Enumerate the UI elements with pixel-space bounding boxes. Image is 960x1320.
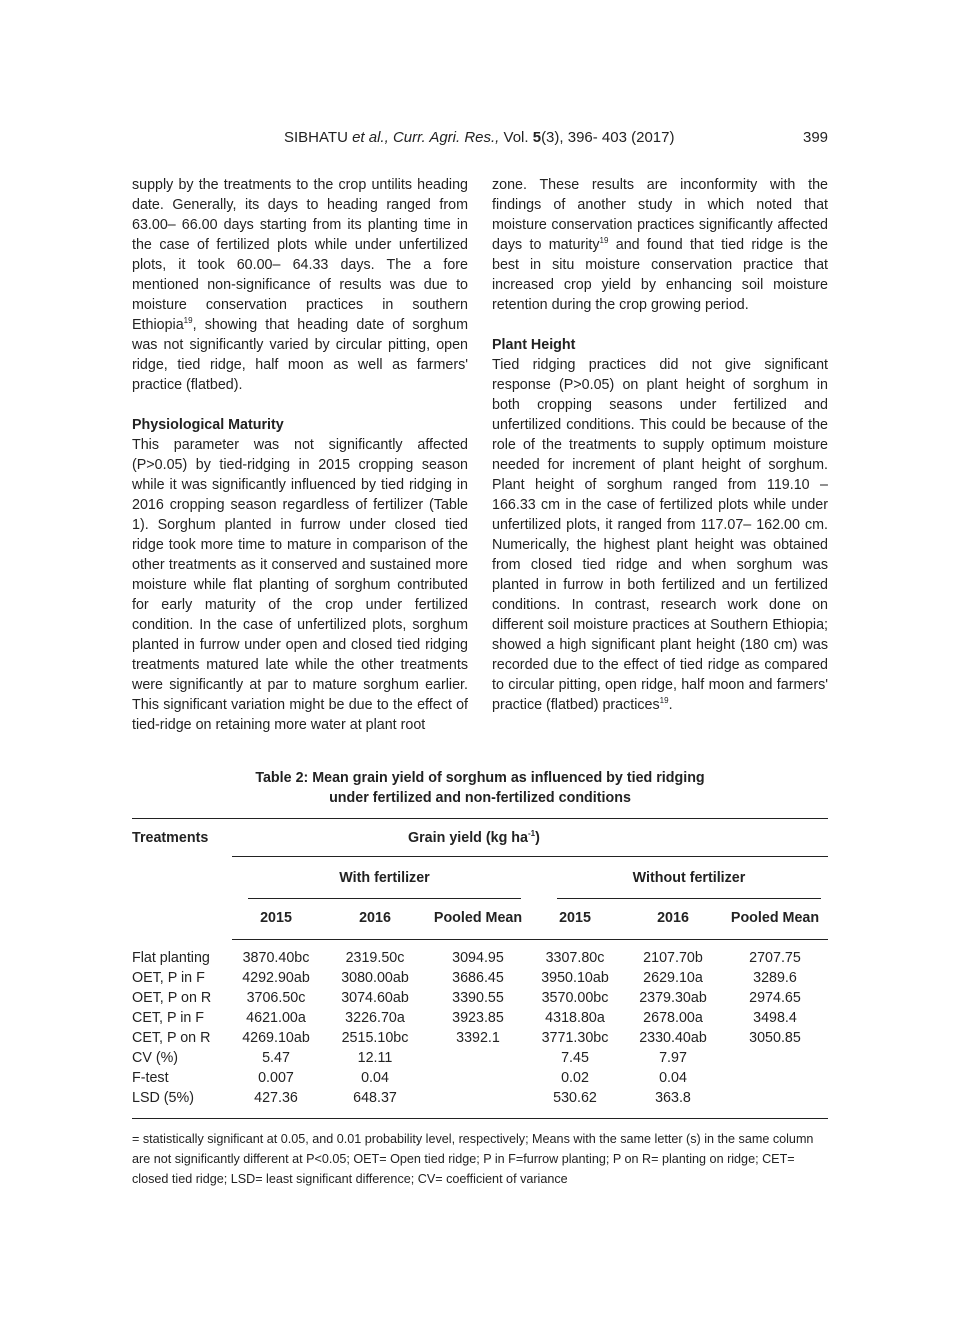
text: Tied ridging practices did not give significant response (P>0.05) on plant height of sorghum in both cropping seasons under fertilized and unfertilized conditions. This could be because of the role of the treatments to supply optimum moisture needed for increment of plant height of sorghum. Plant height of sorghum ranged from 119.10 – 166.33 cm in the case of fertilized plots while under unfertilized plots, it ranged from 117.07– 162.00 cm. Numerically, the highest plant height was obtained from closed tied ridge and when sorghum was planted in furrow in both fertilized and un fertilized conditions. In contrast, research work done on different soil moisture practices at Southern Ethiopia; showed a high significant plant height (180 cm) was recorded due to the effect of tied ridge as compared to circular pitting, open ridge, half moon and farmers' practice (flatbed) practices <box>492 357 828 713</box>
table-cell: 2319.50c <box>345 950 405 966</box>
reference-marker: 19 <box>183 316 193 326</box>
subheader-cell: 2016 <box>359 910 391 926</box>
section-heading-physiological-maturity: Physiological Maturity <box>132 417 284 433</box>
with-fertilizer-header: With fertilizer <box>339 870 430 886</box>
reference-marker: 19 <box>659 696 669 706</box>
treatments-header: Treatments <box>132 830 209 846</box>
group-rule <box>557 898 821 899</box>
et-al: et al., <box>352 129 389 146</box>
table-cell: 2107.70b <box>643 950 703 966</box>
subheader-cell: 2015 <box>559 910 591 926</box>
table-cell: 4318.80a <box>545 1010 605 1026</box>
subheader-rule <box>232 939 828 940</box>
row-label: LSD (5%) <box>132 1090 194 1106</box>
running-header <box>0 129 960 151</box>
table-cell: 2379.30ab <box>639 990 707 1006</box>
table-cell: 3074.60ab <box>341 990 409 1006</box>
table-cell: 3050.85 <box>749 1030 801 1046</box>
table-bottom-rule <box>132 1118 828 1119</box>
group-rule <box>248 898 521 899</box>
text: supply by the treatments to the crop untilits heading date. Generally, its days to heading ranged from 63.00– 66.00 days starting from its planting time in the case of fertilized plots while under unfertilized plots, it took 60.00– 64.33 days. The a fore mentioned non-significance of results was due to moisture conservation practices in southern Ethiopia <box>132 177 468 333</box>
text: . <box>668 697 673 713</box>
volume-number: 5 <box>532 129 542 146</box>
paragraph: This parameter was not significantly affected (P>0.05) by tied-ridging in 2015 cropping season while it was significantly influenced by tied ridging in 2016 cropping season regardless of fertilizer (Table 1). Sorghum planted in furrow under closed tied ridge took more time to mature in comparison of the other treatments as it conserved and sustained more moisture while flat planting of sorghum contributed for early maturity of the crop under fertilized condition. In the case of unfertilized plots, sorghum planted in furrow under open and closed tied ridging treatments matured late while the other treatments were significantly at par to mature sorghum earlier. This significant variation might be due to the effect of tied-ridge on retaining more water at plant root <box>132 437 468 733</box>
left-column <box>132 175 468 735</box>
table-footnote: = statistically significant at 0.05, and 0.01 probability level, respectively; Means with the same letter (s) in the same column are not significantly different at P<0.05; OET= Open tied ridge; P in F=furrow planting; P on R= planting on ridge; CET= closed tied ridge; LSD= least significant difference; CV= coefficient of variance <box>132 1132 814 1186</box>
table-cell: 4621.00a <box>246 1010 306 1026</box>
right-column <box>492 175 828 715</box>
table-cell: 3498.4 <box>753 1010 797 1026</box>
table-cell: 2974.65 <box>749 990 801 1006</box>
citation <box>284 129 674 146</box>
row-label: CET, P in F <box>132 1010 205 1026</box>
table-top-rule <box>132 818 828 819</box>
table-cell: 3870.40bc <box>242 950 310 966</box>
subheader-cell: 2015 <box>260 910 292 926</box>
page-number: 399 <box>803 129 829 146</box>
paragraph <box>492 175 828 315</box>
row-label: CV (%) <box>132 1050 179 1066</box>
row-label: F-test <box>132 1070 169 1086</box>
table-cell: 2515.10bc <box>341 1030 409 1046</box>
section-heading-plant-height: Plant Height <box>492 337 576 353</box>
caption-line: Table 2: Mean grain yield of sorghum as influenced by tied ridging <box>255 770 705 786</box>
row-label: CET, P on R <box>132 1030 211 1046</box>
subheader-cell: Pooled Mean <box>730 910 820 926</box>
table-cell: 0.02 <box>561 1070 589 1086</box>
text: and found that tied ridge is the best in situ moisture conservation practice that increased crop yield by enhancing soil moisture retention during the crop growing period. <box>492 237 828 313</box>
table-cell: 3771.30bc <box>541 1030 609 1046</box>
table-cell: 0.007 <box>258 1070 294 1086</box>
table-cell: 7.45 <box>561 1050 589 1066</box>
text: Grain yield (kg ha <box>408 830 528 846</box>
table-cell: 3080.00ab <box>341 970 409 986</box>
table-cell: 2330.40ab <box>639 1030 707 1046</box>
table-cell: 7.97 <box>659 1050 687 1066</box>
subheader-cell: 2016 <box>657 910 689 926</box>
grain-yield-header <box>408 828 540 848</box>
journal-name: Curr. Agri. Res., <box>392 129 500 146</box>
table-cell: 3392.1 <box>456 1030 500 1046</box>
table-cell: 0.04 <box>361 1070 389 1086</box>
without-fertilizer-header: Without fertilizer <box>632 870 746 886</box>
reference-marker: 19 <box>599 236 609 246</box>
table-cell: 530.62 <box>553 1090 597 1106</box>
issue-pages: (3), 396- 403 (2017) <box>541 129 675 146</box>
table-cell: 3706.50c <box>246 990 306 1006</box>
table-cell: 3226.70a <box>345 1010 405 1026</box>
table-cell: 3390.55 <box>452 990 504 1006</box>
table-cell: 2629.10a <box>643 970 703 986</box>
table-cell: 0.04 <box>659 1070 687 1086</box>
table-cell: 363.8 <box>655 1090 691 1106</box>
header-rule <box>232 856 828 857</box>
text: ) <box>535 830 540 846</box>
row-label: Flat planting <box>132 950 210 966</box>
table-cell: 648.37 <box>353 1090 397 1106</box>
paragraph <box>132 175 468 395</box>
table-cell: 4292.90ab <box>242 970 310 986</box>
table-cell: 12.11 <box>357 1050 393 1066</box>
subheader-cell: Pooled Mean <box>433 910 523 926</box>
text: , showing that heading date of sorghum was not significantly varied by circular pitting, open ridge, tied ridge, half moon as well as farmers' practice (flatbed). <box>132 317 468 393</box>
paragraph <box>492 355 828 715</box>
table-cell: 3289.6 <box>753 970 797 986</box>
table-cell: 2678.00a <box>643 1010 703 1026</box>
table-cell: 427.36 <box>254 1090 298 1106</box>
text: zone. These results are inconformity with the findings of another study in which noted that moisture conservation practices significantly affected days to maturity <box>492 177 828 253</box>
table-cell: 3923.85 <box>452 1010 504 1026</box>
table-cell: 5.47 <box>262 1050 290 1066</box>
table-cell: 3094.95 <box>452 950 504 966</box>
caption-line: under fertilized and non-fertilized conditions <box>329 790 631 806</box>
table-cell: 4269.10ab <box>242 1030 310 1046</box>
table-cell: 2707.75 <box>749 950 801 966</box>
table-caption <box>132 768 828 808</box>
unit-exponent: -1 <box>527 829 536 839</box>
table-cell: 3686.45 <box>452 970 504 986</box>
table-cell: 3570.00bc <box>541 990 609 1006</box>
author-name: SIBHATU <box>284 129 348 146</box>
table-cell: 3950.10ab <box>541 970 609 986</box>
row-label: OET, P in F <box>132 970 205 986</box>
table-cell: 3307.80c <box>545 950 605 966</box>
volume-prefix: Vol. <box>503 129 529 146</box>
row-label: OET, P on R <box>132 990 212 1006</box>
